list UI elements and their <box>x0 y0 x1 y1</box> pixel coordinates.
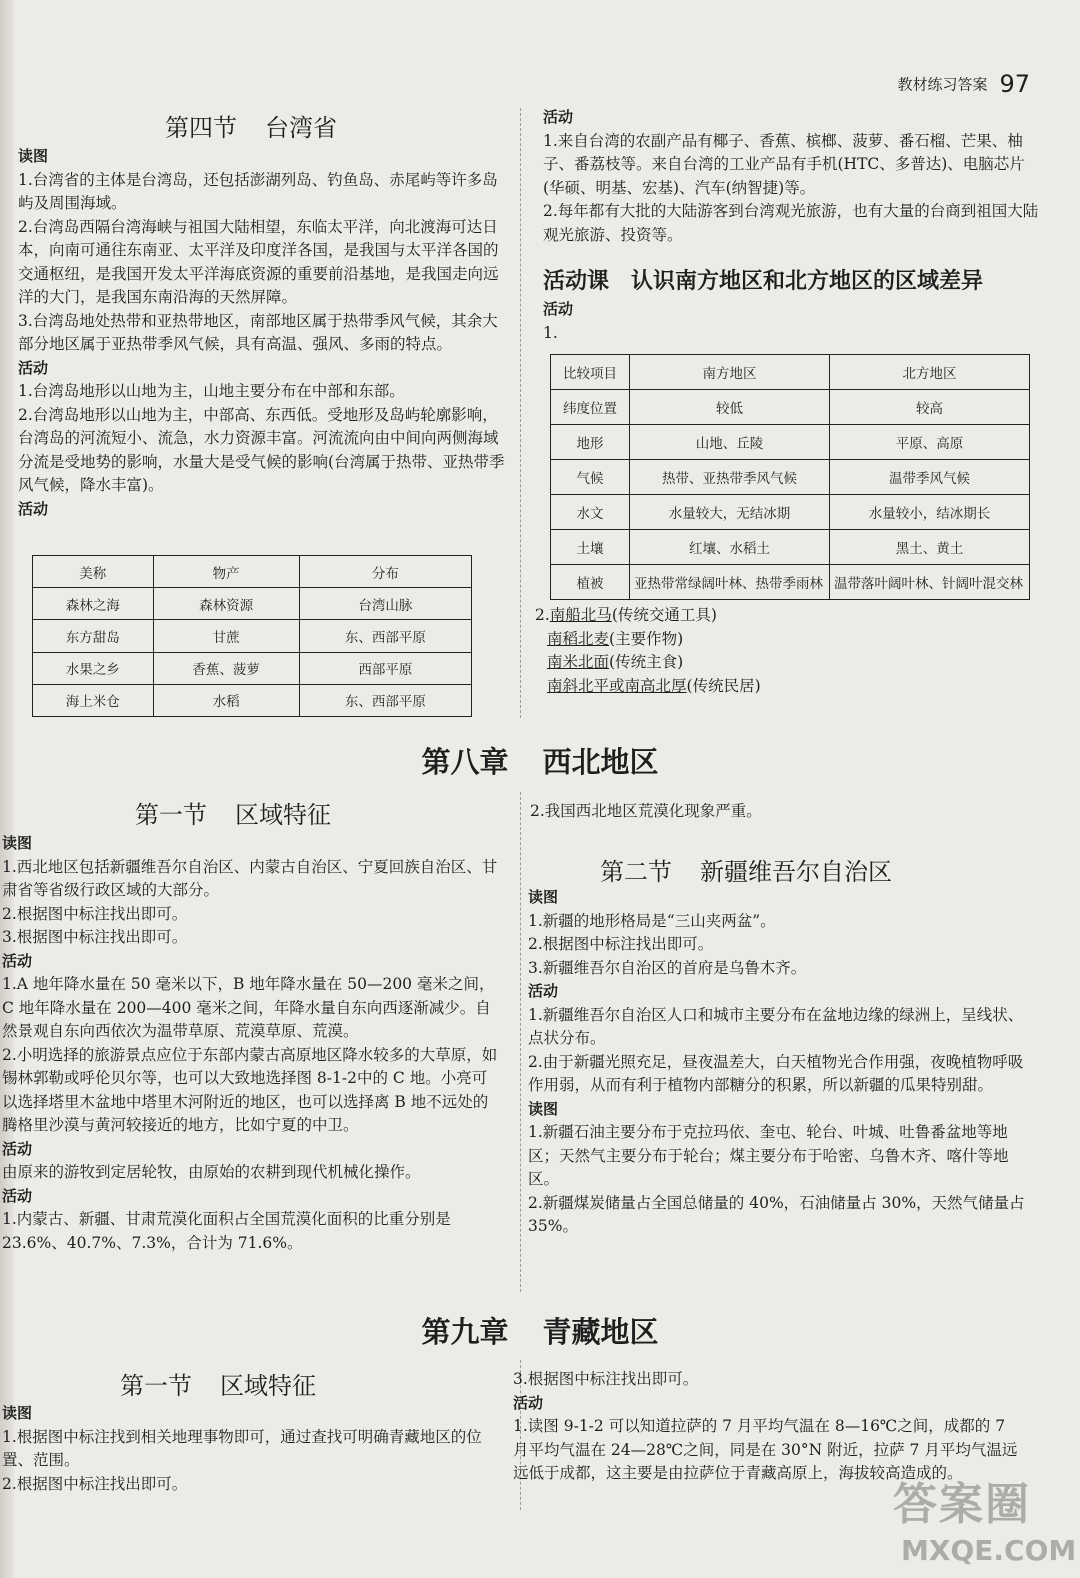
taiwan-answers <box>18 145 510 521</box>
watermark-logo: 答案圈 MXQE.COM <box>893 1479 1077 1567</box>
list-item: 南稻北麦(主要作物) <box>547 629 684 648</box>
label-activity: 活动 <box>2 1139 33 1158</box>
answer-item: 1. <box>543 323 558 342</box>
table-cell: 东、西部平原 <box>299 620 471 652</box>
section-title-xinjiang: 第二节 新疆维吾尔自治区 <box>600 858 892 886</box>
table-cell: 气候 <box>551 460 630 495</box>
table-cell: 黑土、黄土 <box>830 530 1030 565</box>
table-cell: 东、西部平原 <box>299 684 471 716</box>
header-title: 教材练习答案 <box>897 75 988 94</box>
northwest-answers-right <box>530 800 1035 824</box>
answer-item: 2.我国西北地区荒漠化现象严重。 <box>530 802 762 820</box>
table-cell: 较高 <box>830 390 1030 425</box>
taiwan-activity-right <box>543 106 1043 247</box>
label-activity: 活动 <box>528 982 559 1000</box>
label-read: 读图 <box>2 834 33 852</box>
label-activity: 活动 <box>2 1186 33 1205</box>
table-cell: 温带落叶阔叶林、针阔叶混交林 <box>830 565 1030 600</box>
table-cell: 森林之海 <box>33 588 154 620</box>
xinjiang-answers <box>528 886 1038 1239</box>
section-title-regional-features: 第一节 区域特征 <box>135 801 331 829</box>
table-cell: 植被 <box>551 565 630 600</box>
table-cell: 水果之乡 <box>33 652 154 684</box>
answer-item: 3.新疆维吾尔自治区的首府是乌鲁木齐。 <box>528 958 807 977</box>
answer-item: 2.由于新疆光照充足，昼夜温差大，白天植物光合作用强，夜晚植物呼吸作用弱，从而有利于植物内部糖分的积累，所以新疆的瓜果特别甜。 <box>528 1052 1024 1094</box>
table-cell: 甘蔗 <box>153 620 299 652</box>
answer-item: 3.根据图中标注找出即可。 <box>513 1370 699 1388</box>
table-row <box>33 588 472 620</box>
table-cell: 森林资源 <box>153 588 299 620</box>
label-read: 读图 <box>2 1404 33 1422</box>
table-cell: 香蕉、菠萝 <box>153 652 299 684</box>
taiwan-table <box>32 555 472 717</box>
answer-item: 2.根据图中标注找出即可。 <box>2 1474 188 1493</box>
table-cell: 平原、高原 <box>830 425 1030 460</box>
answer-item: 2.每年都有大批的大陆游客到台湾观光旅游，也有大量的台商到祖国大陆观光旅游、投资等。 <box>543 202 1039 244</box>
table-header: 比较项目 <box>551 355 630 390</box>
label-activity: 活动 <box>2 951 33 970</box>
answer-item: 3.台湾岛地处热带和亚热带地区，南部地区属于热带季风气候，其余大部分地区属于亚热带季风气候，具有高温、强风、多雨的特点。 <box>18 311 498 353</box>
answer-item: 1.读图 9-1-2 可以知道拉萨的 7 月平均气温在 8—16℃之间，成都的 7 月平均气温在 24—28℃之间，同是在 30°N 附近，拉萨 7 月平均气温远远低于成都，这主要是由拉萨位于青藏高原上，海拔较高造成的。 <box>513 1417 1018 1482</box>
table-cell: 海上米仓 <box>33 684 154 716</box>
table-row <box>33 684 472 716</box>
table-cell: 热带、亚热带季风气候 <box>630 460 830 495</box>
answer-item: 1.台湾省的主体是台湾岛，还包括澎湖列岛、钓鱼岛、赤尾屿等许多岛屿及周围海域。 <box>18 170 498 212</box>
answer-item: 2.小明选择的旅游景点应位于东部内蒙古高原地区降水较多的大草原，如锡林郭勒或呼伦贝尔等，也可以大致地选择图 8-1-2中的 C 地。小亮可以选择塔里木盆地中塔里木河附近的地区，也可以选择离 B 地不远处的腾格里沙漠与黄河较接近的地方，比如宁夏的中卫。 <box>2 1045 498 1134</box>
table-header-row <box>551 355 1030 390</box>
table-cell: 土壤 <box>551 530 630 565</box>
table-header-row <box>33 556 472 588</box>
table-header: 北方地区 <box>830 355 1030 390</box>
table-row <box>551 390 1030 425</box>
answer-item: 1.西北地区包括新疆维吾尔自治区、内蒙古自治区、宁夏回族自治区、甘肃省等省级行政区域的大部分。 <box>2 857 498 899</box>
northwest-answers-left <box>2 832 502 1255</box>
chapter-title-northwest: 第八章 西北地区 <box>421 745 659 779</box>
label-read: 读图 <box>528 1099 559 1118</box>
answer-item: 3.根据图中标注找出即可。 <box>2 928 188 946</box>
answer-item: 2.台湾岛西隔台湾海峡与祖国大陆相望，东临太平洋，向北渡海可达日本，向南可通往东南亚、太平洋及印度洋各国，是我国与太平洋各国的交通枢纽，是我国开发太平洋海底资源的重要前沿基地，是我国走向远洋的大门，是我国东南沿海的天然屏障。 <box>18 217 499 306</box>
section-title-taiwan: 第四节 台湾省 <box>165 114 337 142</box>
table-header: 物产 <box>153 556 299 588</box>
table-row <box>33 652 472 684</box>
table-row <box>551 425 1030 460</box>
page-number: 97 <box>999 70 1030 98</box>
label-activity: 活动 <box>513 1393 544 1412</box>
traditions-list <box>535 604 1035 698</box>
table-header: 南方地区 <box>630 355 830 390</box>
table-cell: 东方甜岛 <box>33 620 154 652</box>
answer-item: 1.来自台湾的农副产品有椰子、香蕉、槟榔、菠萝、番石榴、芒果、柚子、番荔枝等。来自台湾的工业产品有手机(HTC、多普达)、电脑芯片(华硕、明基、宏基)、汽车(纳智捷)等。 <box>543 131 1025 197</box>
answer-item: 1.A 地年降水量在 50 毫米以下，B 地年降水量在 50—200 毫米之间，C 地年降水量在 200—400 毫米之间，年降水量自东向西逐渐减少。自然景观自东向西依次为温带草原、荒漠草原、荒漠。 <box>2 975 495 1040</box>
table-cell: 水量较小，结冰期长 <box>830 495 1030 530</box>
answer-item: 由原来的游牧到定居轮牧，由原始的农耕到现代机械化操作。 <box>2 1163 421 1181</box>
table-cell: 水文 <box>551 495 630 530</box>
table-cell: 红壤、水稻土 <box>630 530 830 565</box>
label-activity: 活动 <box>543 300 574 318</box>
list-item: 2.南船北马(传统交通工具) <box>535 606 717 624</box>
table-header: 分布 <box>299 556 471 588</box>
answer-item: 1.根据图中标注找到相关地理事物即可，通过查找可明确青藏地区的位置、范围。 <box>2 1427 482 1469</box>
answer-item: 2.根据图中标注找出即可。 <box>528 935 714 953</box>
answer-item: 1.新疆维吾尔自治区人口和城市主要分布在盆地边缘的绿洲上，呈线状、点状分布。 <box>528 1005 1024 1047</box>
column-divider <box>520 792 521 1292</box>
table-cell: 西部平原 <box>299 652 471 684</box>
answer-item: 2.根据图中标注找出即可。 <box>2 904 188 923</box>
activity-course-header <box>543 298 1033 345</box>
table-cell: 较低 <box>630 390 830 425</box>
qingzang-answers-left <box>2 1402 502 1496</box>
list-item: 南米北面(传统主食) <box>547 653 684 671</box>
activity-course-title: 活动课 认识南方地区和北方地区的区域差异 <box>543 269 984 294</box>
table-cell: 亚热带常绿阔叶林、热带季雨林 <box>630 565 830 600</box>
table-cell: 山地、丘陵 <box>630 425 830 460</box>
label-read: 读图 <box>18 147 49 165</box>
table-row <box>551 565 1030 600</box>
table-cell: 温带季风气候 <box>830 460 1030 495</box>
list-item: 南斜北平或南高北厚(传统民居) <box>547 676 761 695</box>
label-activity: 活动 <box>18 358 49 377</box>
answer-item: 2.台湾岛地形以山地为主，中部高、东西低。受地形及岛屿轮廓影响，台湾岛的河流短小、流急，水力资源丰富。河流流向由中间向两侧海域分流是受地势的影响，水量大是受气候的影响(台湾属于热带、亚热带季风气候，降水丰富)。 <box>18 405 505 494</box>
chapter-title-qingzang: 第九章 青藏地区 <box>421 1315 659 1349</box>
table-cell: 台湾山脉 <box>299 588 471 620</box>
answer-item: 2.新疆煤炭储量占全国总储量的 40%，石油储量占 30%，天然气储量占 35%。 <box>528 1193 1025 1235</box>
answer-item: 1.新疆的地形格局是“三山夹两盆”。 <box>528 911 776 930</box>
table-cell: 水稻 <box>153 684 299 716</box>
table-row <box>551 495 1030 530</box>
answer-item: 1.内蒙古、新疆、甘肃荒漠化面积占全国荒漠化面积的比重分别是 23.6%、40.7%、7.3%，合计为 71.6%。 <box>2 1210 451 1252</box>
table-row <box>551 530 1030 565</box>
table-cell: 水量较大，无结冰期 <box>630 495 830 530</box>
table-header: 美称 <box>33 556 154 588</box>
table-cell: 纬度位置 <box>551 390 630 425</box>
north-south-table <box>550 354 1030 600</box>
page-header <box>897 70 1030 98</box>
table-row <box>33 620 472 652</box>
table-cell: 地形 <box>551 425 630 460</box>
column-divider <box>520 108 521 718</box>
section-title-qingzang-features: 第一节 区域特征 <box>120 1372 316 1400</box>
answer-item: 1.台湾岛地形以山地为主，山地主要分布在中部和东部。 <box>18 382 405 400</box>
answer-item: 1.新疆石油主要分布于克拉玛依、奎屯、轮台、叶城、吐鲁番盆地等地区；天然气主要分布于轮台；煤主要分布于哈密、乌鲁木齐、喀什等地区。 <box>528 1123 1009 1188</box>
label-activity: 活动 <box>18 499 49 518</box>
label-read: 读图 <box>528 888 559 906</box>
table-row <box>551 460 1030 495</box>
label-activity: 活动 <box>543 108 574 126</box>
